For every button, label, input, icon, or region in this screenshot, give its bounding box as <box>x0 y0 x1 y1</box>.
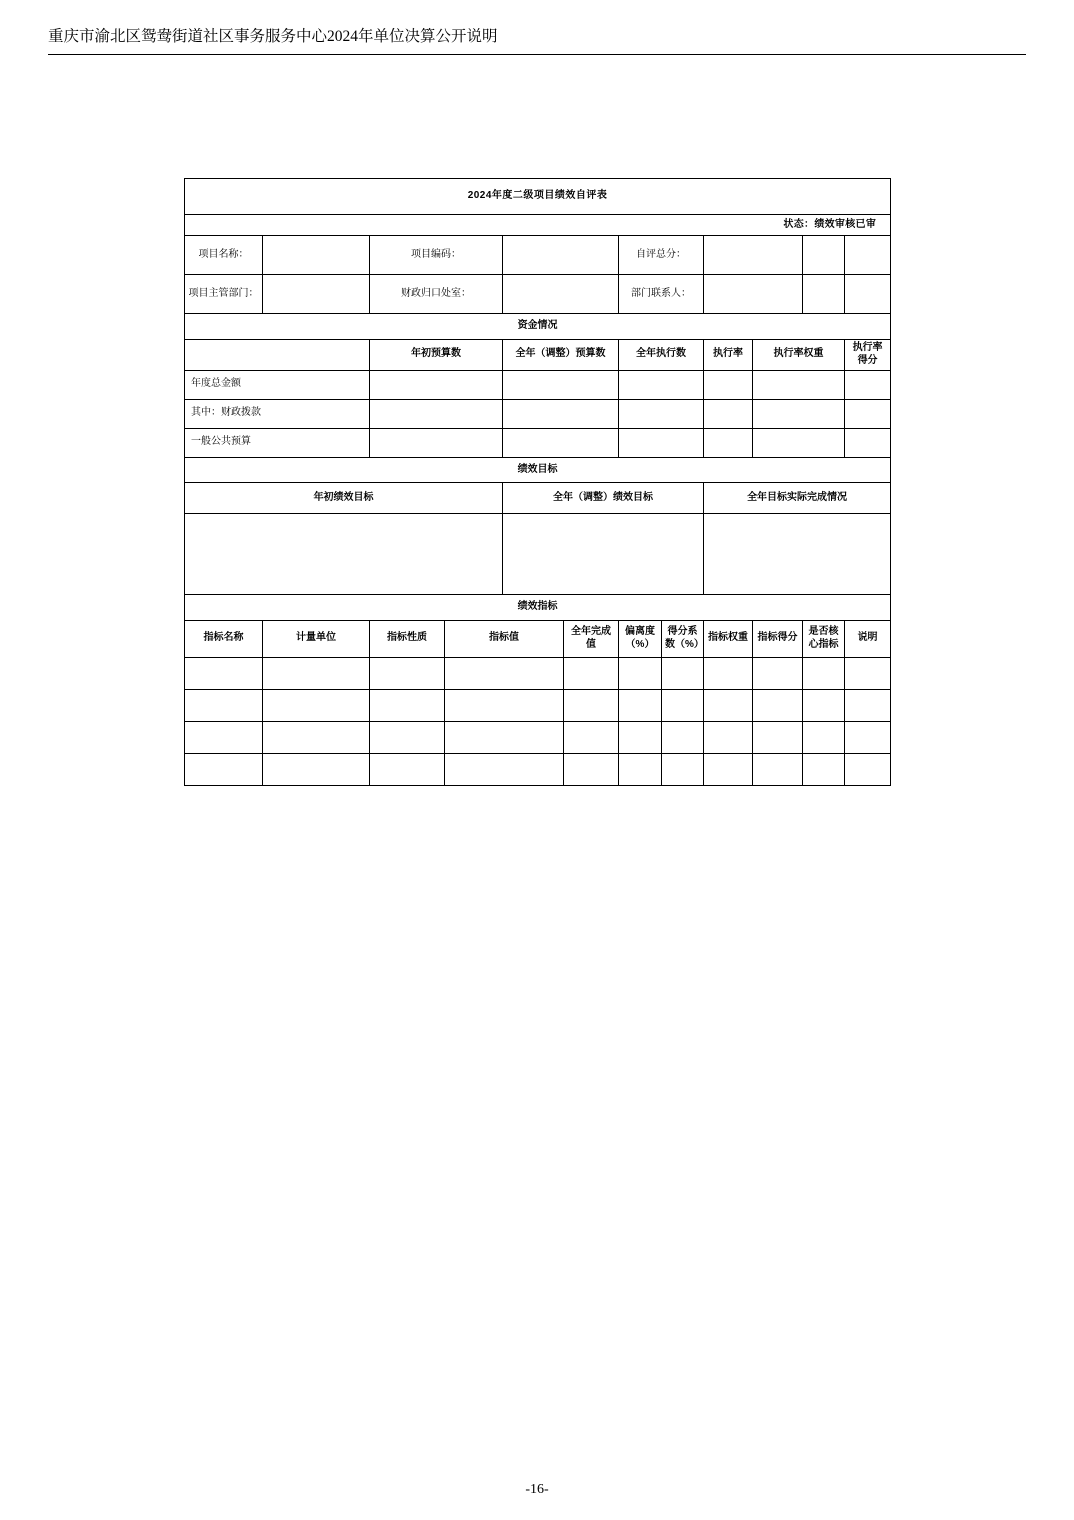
indicators-section-title: 绩效指标 <box>185 595 891 621</box>
funds-col-0 <box>185 339 370 370</box>
indicator-cell-2-9[interactable] <box>803 721 845 753</box>
funds-cell-1-0[interactable] <box>370 399 503 428</box>
info-blank-cell-2 <box>845 236 891 275</box>
indicator-cell-1-8[interactable] <box>753 689 803 721</box>
self-score-label: 自评总分： <box>619 236 704 275</box>
funds-cell-1-2[interactable] <box>619 399 704 428</box>
indicator-cell-3-9[interactable] <box>803 753 845 785</box>
contact-label: 部门联系人： <box>619 275 704 314</box>
indicator-cell-2-6[interactable] <box>662 721 704 753</box>
info-blank-cell-4 <box>845 275 891 314</box>
indicator-cell-3-0[interactable] <box>185 753 263 785</box>
funds-col-6: 执行率得分 <box>845 339 891 370</box>
project-code-label: 项目编码： <box>370 236 503 275</box>
table-row <box>185 721 891 753</box>
indicator-cell-3-2[interactable] <box>370 753 445 785</box>
indicator-cell-2-1[interactable] <box>263 721 370 753</box>
header-title: 重庆市渝北区鸳鸯街道社区事务服务中心2024年单位决算公开说明 <box>48 28 498 45</box>
indicator-cell-2-4[interactable] <box>564 721 619 753</box>
indicator-cell-2-3[interactable] <box>445 721 564 753</box>
indicator-cell-1-1[interactable] <box>263 689 370 721</box>
indicator-cell-1-7[interactable] <box>704 689 753 721</box>
project-name-value[interactable] <box>263 236 370 275</box>
indicator-cell-1-2[interactable] <box>370 689 445 721</box>
performance-self-evaluation-table <box>184 178 890 786</box>
indicator-col-0: 指标名称 <box>185 620 263 657</box>
header-rule <box>48 54 1026 55</box>
indicator-cell-0-7[interactable] <box>704 657 753 689</box>
funds-col-3: 全年执行数 <box>619 339 704 370</box>
indicator-cell-0-10[interactable] <box>845 657 891 689</box>
funds-cell-2-5[interactable] <box>845 428 891 457</box>
goals-col-1: 全年（调整）绩效目标 <box>503 483 704 514</box>
funds-cell-0-0[interactable] <box>370 370 503 399</box>
indicator-cell-2-2[interactable] <box>370 721 445 753</box>
funds-cell-0-4[interactable] <box>753 370 845 399</box>
indicator-col-3: 指标值 <box>445 620 564 657</box>
goals-col-0: 年初绩效目标 <box>185 483 503 514</box>
page-footer <box>0 1482 1074 1498</box>
indicator-cell-3-8[interactable] <box>753 753 803 785</box>
indicator-cell-1-10[interactable] <box>845 689 891 721</box>
funds-col-5: 执行率权重 <box>753 339 845 370</box>
table-row <box>185 753 891 785</box>
goals-cell-1[interactable] <box>503 514 704 595</box>
indicator-cell-1-5[interactable] <box>619 689 662 721</box>
indicator-cell-0-5[interactable] <box>619 657 662 689</box>
funds-row-label-2: 一般公共预算 <box>185 428 370 457</box>
indicator-cell-3-3[interactable] <box>445 753 564 785</box>
funds-cell-2-4[interactable] <box>753 428 845 457</box>
funds-row-label-0: 年度总金额 <box>185 370 370 399</box>
indicator-cell-0-1[interactable] <box>263 657 370 689</box>
info-blank-cell-1 <box>803 236 845 275</box>
goals-cell-0[interactable] <box>185 514 503 595</box>
indicator-cell-0-2[interactable] <box>370 657 445 689</box>
indicator-cell-2-10[interactable] <box>845 721 891 753</box>
project-dept-label: 项目主管部门： <box>185 275 263 314</box>
funds-cell-1-5[interactable] <box>845 399 891 428</box>
finance-office-value[interactable] <box>503 275 619 314</box>
indicator-cell-1-4[interactable] <box>564 689 619 721</box>
funds-cell-0-5[interactable] <box>845 370 891 399</box>
indicator-cell-0-6[interactable] <box>662 657 704 689</box>
indicator-col-8: 指标得分 <box>753 620 803 657</box>
page-number: -16- <box>525 1482 549 1497</box>
table-row <box>185 689 891 721</box>
info-blank-cell-3 <box>803 275 845 314</box>
funds-section-title: 资金情况 <box>185 314 891 340</box>
indicator-col-4: 全年完成值 <box>564 620 619 657</box>
funds-cell-2-2[interactable] <box>619 428 704 457</box>
funds-cell-0-3[interactable] <box>704 370 753 399</box>
indicator-cell-0-8[interactable] <box>753 657 803 689</box>
indicator-cell-2-8[interactable] <box>753 721 803 753</box>
indicator-cell-3-7[interactable] <box>704 753 753 785</box>
indicator-cell-3-5[interactable] <box>619 753 662 785</box>
indicator-cell-3-1[interactable] <box>263 753 370 785</box>
indicator-cell-0-4[interactable] <box>564 657 619 689</box>
indicator-cell-0-3[interactable] <box>445 657 564 689</box>
indicator-cell-1-9[interactable] <box>803 689 845 721</box>
funds-cell-0-2[interactable] <box>619 370 704 399</box>
funds-col-1: 年初预算数 <box>370 339 503 370</box>
funds-cell-1-1[interactable] <box>503 399 619 428</box>
funds-cell-2-1[interactable] <box>503 428 619 457</box>
project-dept-value[interactable] <box>263 275 370 314</box>
self-score-value[interactable] <box>704 236 803 275</box>
project-name-label: 项目名称： <box>185 236 263 275</box>
goals-section-title: 绩效目标 <box>185 457 891 483</box>
indicator-cell-3-4[interactable] <box>564 753 619 785</box>
indicator-cell-0-0[interactable] <box>185 657 263 689</box>
indicator-cell-0-9[interactable] <box>803 657 845 689</box>
indicator-cell-2-0[interactable] <box>185 721 263 753</box>
indicator-col-6: 得分系数（%） <box>662 620 704 657</box>
indicator-col-2: 指标性质 <box>370 620 445 657</box>
funds-row-label-1: 其中：财政拨款 <box>185 399 370 428</box>
indicator-cell-2-7[interactable] <box>704 721 753 753</box>
indicator-cell-1-6[interactable] <box>662 689 704 721</box>
goals-cell-2[interactable] <box>704 514 891 595</box>
indicator-cell-1-3[interactable] <box>445 689 564 721</box>
table-row <box>185 657 891 689</box>
contact-value[interactable] <box>704 275 803 314</box>
finance-office-label: 财政归口处室： <box>370 275 503 314</box>
funds-cell-2-3[interactable] <box>704 428 753 457</box>
indicator-col-5: 偏离度（%） <box>619 620 662 657</box>
funds-cell-1-3[interactable] <box>704 399 753 428</box>
funds-cell-1-4[interactable] <box>753 399 845 428</box>
funds-col-2: 全年（调整）预算数 <box>503 339 619 370</box>
table-title: 2024年度二级项目绩效自评表 <box>185 179 891 215</box>
indicator-col-10: 说明 <box>845 620 891 657</box>
indicator-cell-2-5[interactable] <box>619 721 662 753</box>
document-header <box>48 26 1026 55</box>
indicator-col-1: 计量单位 <box>263 620 370 657</box>
project-code-value[interactable] <box>503 236 619 275</box>
indicator-cell-3-6[interactable] <box>662 753 704 785</box>
funds-cell-2-0[interactable] <box>370 428 503 457</box>
goals-col-2: 全年目标实际完成情况 <box>704 483 891 514</box>
indicator-col-7: 指标权重 <box>704 620 753 657</box>
indicator-col-9: 是否核心指标 <box>803 620 845 657</box>
funds-col-4: 执行率 <box>704 339 753 370</box>
indicator-cell-3-10[interactable] <box>845 753 891 785</box>
funds-cell-0-1[interactable] <box>503 370 619 399</box>
indicator-cell-1-0[interactable] <box>185 689 263 721</box>
status-badge: 状态：绩效审核已审 <box>185 214 891 236</box>
